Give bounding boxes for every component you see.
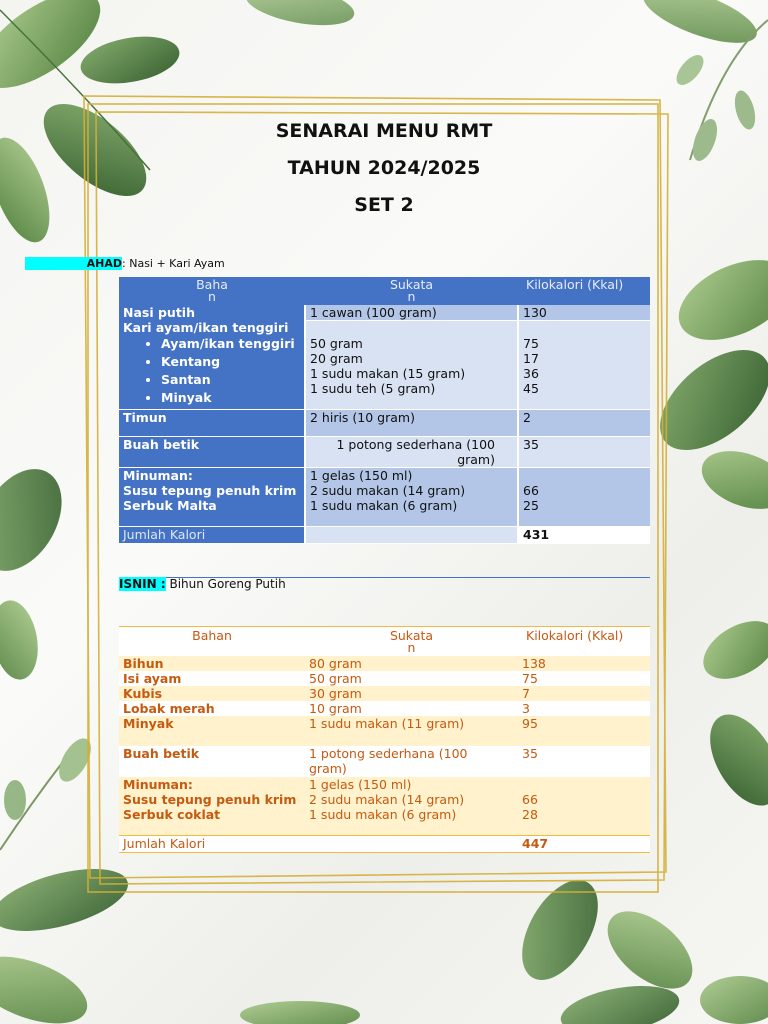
table-row <box>119 468 650 527</box>
cell-sukatan: 1 gelas (150 ml) 2 sudu makan (14 gram) 1 sudu makan (6 gram) <box>305 777 518 836</box>
header-kilokalori: Kilokalori (Kkal) <box>518 277 650 305</box>
row-label: Bihun <box>119 656 305 671</box>
row-label-total: Jumlah Kalori <box>119 836 305 853</box>
ahad-day-label: AHAD <box>25 257 122 270</box>
cell-kcal: 3 <box>518 701 650 716</box>
title-line-1: SENARAI MENU RMT <box>275 120 493 142</box>
table-row <box>119 527 650 544</box>
cell-kcal: 95 <box>518 716 650 746</box>
header-kilokalori: Kilokalori (Kkal) <box>518 627 650 657</box>
cell-kcal: 7 <box>518 686 650 701</box>
header-bahan: Bahan <box>119 627 305 657</box>
table-row <box>119 746 650 777</box>
cell-sukatan: 80 gram <box>305 656 518 671</box>
cell-sukatan: 50 gram 20 gram 1 sudu makan (15 gram) 1 sudu teh (5 gram) <box>305 321 518 410</box>
table-row <box>119 410 650 437</box>
row-label-nasi: Nasi putih <box>123 305 195 320</box>
header-sukatan: Sukata n <box>305 627 518 657</box>
isnin-menu: Bihun Goreng Putih <box>169 577 286 591</box>
cell-sukatan: 30 gram <box>305 686 518 701</box>
title-line-2: TAHUN 2024/2025 <box>287 157 481 179</box>
table-row <box>119 716 650 746</box>
list-item: • Kentang <box>161 353 300 371</box>
cell-sukatan: 1 potong sederhana (100 gram) <box>305 437 518 468</box>
cell-sukatan: 1 sudu makan (11 gram) <box>305 716 518 746</box>
cell-sukatan: 1 potong sederhana (100 gram) <box>305 746 518 777</box>
cell-sukatan: 1 cawan (100 gram) <box>305 305 518 321</box>
cell-kcal: 35 <box>518 437 650 468</box>
header-sukatan: Sukata n <box>305 277 518 305</box>
cell-sukatan <box>305 527 518 544</box>
cell-kcal: 2 <box>518 410 650 437</box>
cell-sukatan: 10 gram <box>305 701 518 716</box>
kari-ingredient-list <box>123 335 300 407</box>
cell-kcal: 35 <box>518 746 650 777</box>
table-row <box>119 777 650 836</box>
isnin-table-header <box>119 627 650 657</box>
table-row <box>119 305 650 321</box>
row-label-minuman: Minuman: Susu tepung penuh krim Serbuk Malta <box>119 468 305 527</box>
cell-sukatan: 1 gelas (150 ml) 2 sudu makan (14 gram) 1 sudu makan (6 gram) <box>305 468 518 527</box>
isnin-heading <box>119 577 286 591</box>
cell-sukatan: 2 hiris (10 gram) <box>305 410 518 437</box>
table-row <box>119 686 650 701</box>
row-label-total: Jumlah Kalori <box>119 527 305 544</box>
total-kcal: 431 <box>518 527 650 544</box>
table-row <box>119 701 650 716</box>
table-row <box>119 437 650 468</box>
cell-kcal: 75 17 36 45 <box>518 321 650 410</box>
ahad-separator: : <box>122 257 126 270</box>
row-label: Minyak <box>119 716 305 746</box>
cell-kcal: 66 28 <box>518 777 650 836</box>
table-row <box>119 836 650 853</box>
list-item: • Santan <box>161 371 300 389</box>
table-row <box>119 656 650 671</box>
row-label: Isi ayam <box>119 671 305 686</box>
row-label-kari: Kari ayam/ikan tenggiri <box>123 320 289 335</box>
isnin-menu-table <box>119 626 650 853</box>
cell-sukatan <box>305 836 518 853</box>
header-bahan: Baha n <box>119 277 305 305</box>
ahad-heading <box>25 257 225 270</box>
table-row <box>119 671 650 686</box>
cell-sukatan: 50 gram <box>305 671 518 686</box>
ahad-menu-table <box>119 277 650 544</box>
row-label-buah: Buah betik <box>119 746 305 777</box>
row-label-buah: Buah betik <box>119 437 305 468</box>
title-line-3: SET 2 <box>354 194 414 216</box>
row-label-timun: Timun <box>119 410 305 437</box>
isnin-day-label: ISNIN : <box>119 577 166 591</box>
ahad-table-header <box>119 277 650 305</box>
cell-kcal: 75 <box>518 671 650 686</box>
row-label: Lobak merah <box>119 701 305 716</box>
cell-kcal: 66 25 <box>518 468 650 527</box>
list-item: • Ayam/ikan tenggiri <box>161 335 300 353</box>
ahad-menu: Nasi + Kari Ayam <box>129 257 225 270</box>
cell-kcal: 138 <box>518 656 650 671</box>
list-item: • Minyak <box>161 389 300 407</box>
row-label: Kubis <box>119 686 305 701</box>
cell-kcal: 130 <box>518 305 650 321</box>
row-label-minuman: Minuman: Susu tepung penuh krim Serbuk coklat <box>119 777 305 836</box>
total-kcal: 447 <box>518 836 650 853</box>
